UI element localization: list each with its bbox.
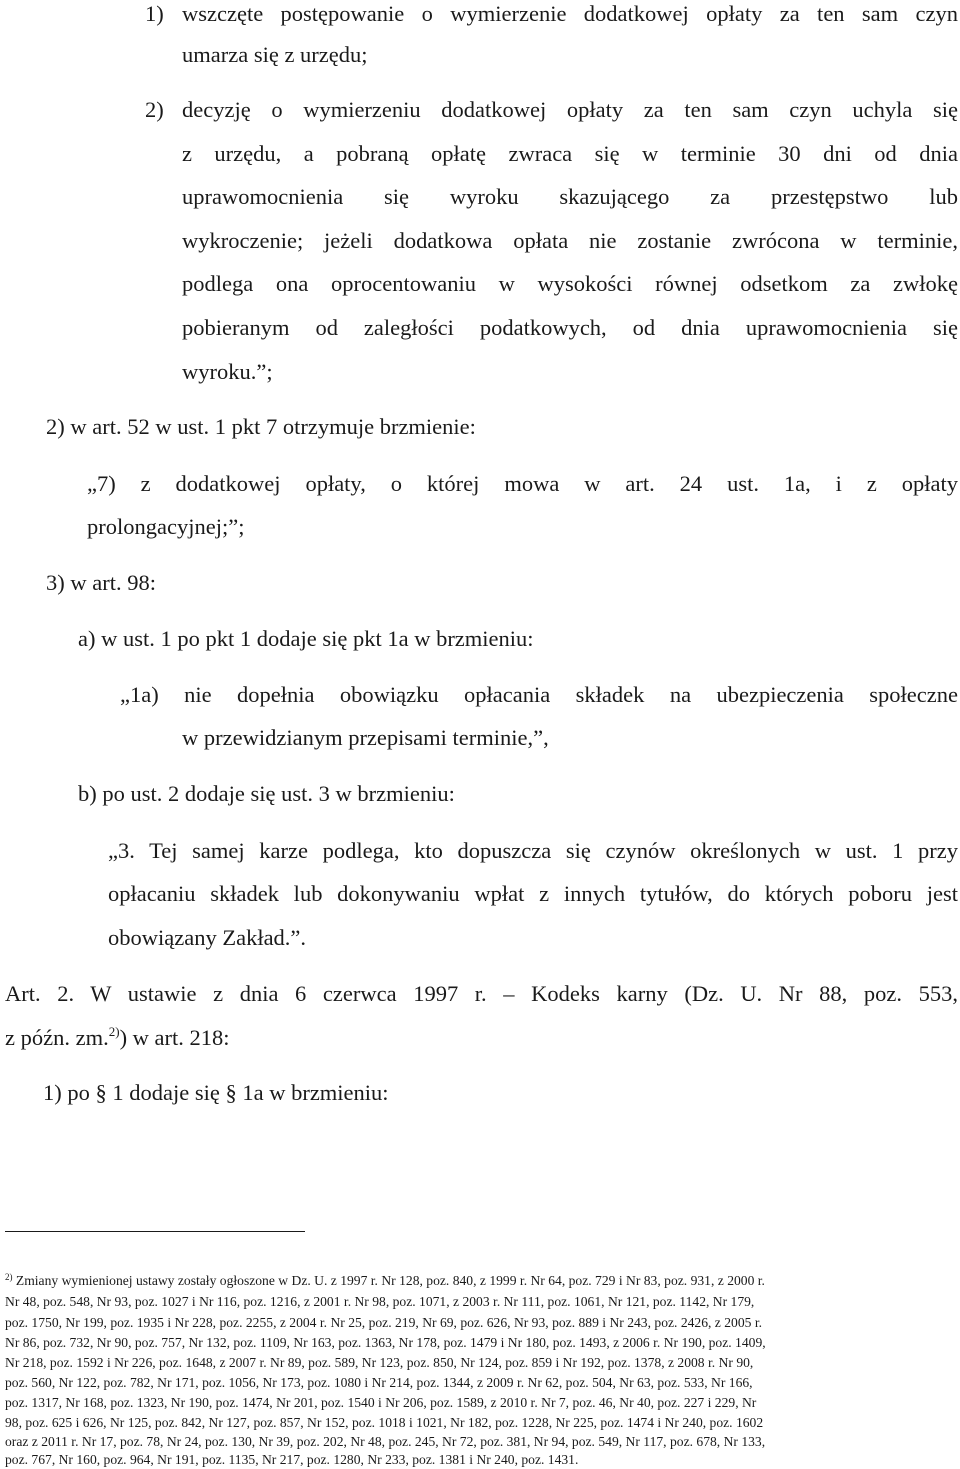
item-1-line-2: umarza się z urzędu; <box>182 42 368 67</box>
item-1-number: 1) <box>145 1 164 26</box>
art-2-line-2-tail: ) w art. 218: <box>119 1025 230 1050</box>
item-2-line-5: podlega ona oprocentowaniu w wysokości równej odsetkom za zwłokę <box>182 271 958 296</box>
art-2-line-1: Art. 2. W ustawie z dnia 6 czerwca 1997 r. – Kodeks karny (Dz. U. Nr 88, poz. 553, <box>5 981 958 1006</box>
footnote-line-2: Nr 48, poz. 548, Nr 93, poz. 1027 i Nr 116, poz. 1216, z 2001 r. Nr 98, poz. 1071, z 2003 r. Nr 111, poz. 1061, Nr 121, poz. 1142, Nr 179, <box>5 1294 755 1309</box>
point-b: b) po ust. 2 dodaje się ust. 3 w brzmieniu: <box>78 781 455 806</box>
item-2-line-7: wyroku.”; <box>182 359 273 384</box>
quote-1a-line-2: w przewidzianym przepisami terminie,”, <box>182 725 549 750</box>
footnote-line-3: poz. 1750, Nr 199, poz. 1935 i Nr 228, poz. 2255, z 2004 r. Nr 25, poz. 219, Nr 69, poz. 626, Nr 93, poz. 889 i Nr 243, poz. 2426, z 2005 r. <box>5 1315 762 1330</box>
footnote-marker: 2) <box>5 1272 13 1282</box>
footnote-line-8: 98, poz. 625 i 626, Nr 125, poz. 842, Nr 127, poz. 857, Nr 152, poz. 1018 i 1021, Nr 182, poz. 1228, Nr 225, poz. 1474 i Nr 240, poz. 1602 <box>5 1415 764 1430</box>
item-2-line-4: wykroczenie; jeżeli dodatkowa opłata nie zostanie zwrócona w terminie, <box>182 228 958 253</box>
point-a: a) w ust. 1 po pkt 1 dodaje się pkt 1a w brzmieniu: <box>78 626 534 651</box>
item-1-line-1: wszczęte postępowanie o wymierzenie dodatkowej opłaty za ten sam czyn <box>182 1 958 26</box>
footnote-line-9: oraz z 2011 r. Nr 17, poz. 78, Nr 24, poz. 130, Nr 39, poz. 202, Nr 48, poz. 245, Nr 72, poz. 381, Nr 94, poz. 549, Nr 117, poz. 678, Nr 133, <box>5 1434 766 1449</box>
item-2-number: 2) <box>145 97 164 122</box>
footnote-separator <box>5 1231 305 1232</box>
art-2-line-2-text: z późn. zm. <box>5 1025 109 1050</box>
footnote-reference[interactable]: 2) <box>108 1024 120 1039</box>
footnote-line-1 <box>5 1271 765 1290</box>
quote-3-line-2: opłacaniu składek lub dokonywaniu wpłat z innych tytułów, do których poboru jest <box>108 881 958 906</box>
item-section-1a: 1) po § 1 dodaje się § 1a w brzmieniu: <box>43 1080 389 1105</box>
quote-7-line-1: „7) z dodatkowej opłaty, o której mowa w art. 24 ust. 1a, i z opłaty <box>87 471 958 496</box>
quote-1a-line-1: „1a) nie dopełnia obowiązku opłacania składek na ubezpieczenia społeczne <box>120 682 958 707</box>
footnote-text: Zmiany wymienionej ustawy zostały ogłoszone w Dz. U. z 1997 r. Nr 128, poz. 840, z 1999 r. Nr 64, poz. 729 i Nr 83, poz. 931, z 2000 r. <box>15 1273 765 1288</box>
footnote-line-6: poz. 560, Nr 122, poz. 782, Nr 171, poz. 1056, Nr 173, poz. 1080 i Nr 214, poz. 1344, z 2009 r. Nr 62, poz. 504, Nr 63, poz. 533, Nr 166, <box>5 1375 753 1390</box>
amendment-2: 2) w art. 52 w ust. 1 pkt 7 otrzymuje brzmienie: <box>46 414 476 439</box>
footnote-line-10: poz. 767, Nr 160, poz. 964, Nr 191, poz. 1135, Nr 217, poz. 1280, Nr 233, poz. 1381 i Nr 240, poz. 1431. <box>5 1452 579 1467</box>
footnote-line-5: Nr 218, poz. 1592 i Nr 226, poz. 1648, z 2007 r. Nr 89, poz. 589, Nr 123, poz. 850, Nr 124, poz. 859 i Nr 192, poz. 1378, z 2008 r. Nr 90, <box>5 1355 754 1370</box>
quote-3-line-3: obowiązany Zakład.”. <box>108 925 307 950</box>
footnote-line-7: poz. 1317, Nr 168, poz. 1323, Nr 190, poz. 1474, Nr 201, poz. 1540 i Nr 206, poz. 1589, z 2010 r. Nr 7, poz. 46, Nr 40, poz. 227 i 229, Nr <box>5 1395 757 1410</box>
art-2-line-2 <box>5 1024 230 1052</box>
quote-3-line-1: „3. Tej samej karze podlega, kto dopuszcza się czynów określonych w ust. 1 przy <box>108 838 958 863</box>
quote-7-line-2: prolongacyjnej;”; <box>87 514 245 539</box>
item-2-line-1: decyzję o wymierzeniu dodatkowej opłaty za ten sam czyn uchyla się <box>182 97 958 122</box>
amendment-3: 3) w art. 98: <box>46 570 156 595</box>
item-2-line-6: pobieranym od zaległości podatkowych, od dnia uprawomocnienia się <box>182 315 958 340</box>
item-2-line-3: uprawomocnienia się wyroku skazującego za przestępstwo lub <box>182 184 958 209</box>
footnote-line-4: Nr 86, poz. 732, Nr 90, poz. 757, Nr 132, poz. 1109, Nr 163, poz. 1363, Nr 178, poz. 1479 i Nr 180, poz. 1493, z 2006 r. Nr 190, poz. 1409, <box>5 1335 766 1350</box>
item-2-line-2: z urzędu, a pobraną opłatę zwraca się w terminie 30 dni od dnia <box>182 141 958 166</box>
